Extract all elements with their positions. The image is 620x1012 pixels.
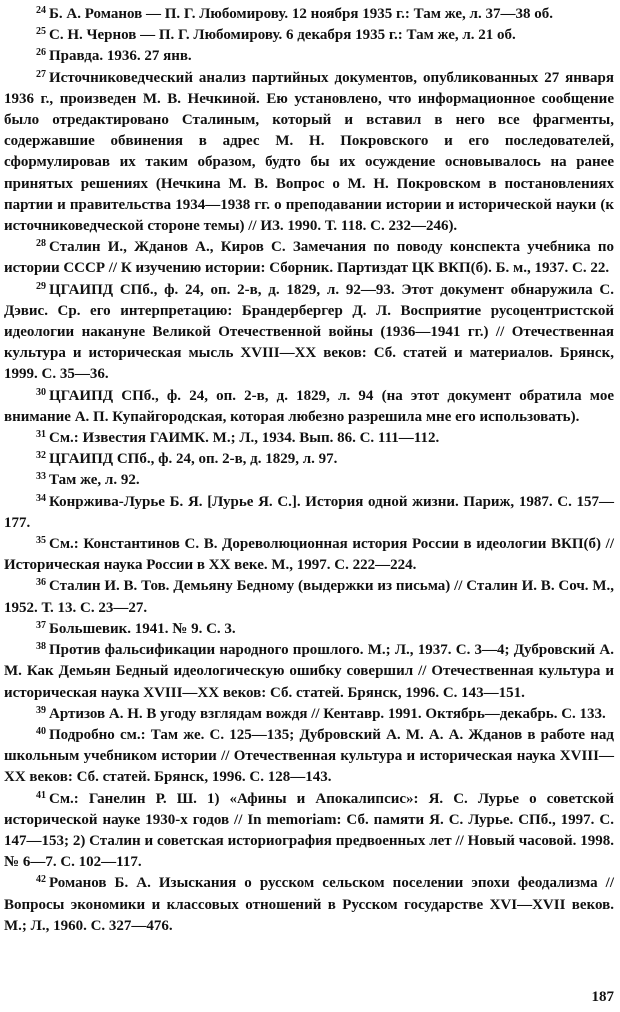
footnote-number: 33 [36,471,46,483]
footnote-number: 38 [36,641,46,653]
footnote-number: 39 [36,704,46,716]
footnote-25 [4,25,614,46]
footnote-24 [4,4,614,25]
footnote-text: Б. А. Романов — П. Г. Любомирову. 12 ноября 1935 г.: Там же, л. 37—38 об. [49,6,553,22]
footnote-27 [4,68,614,238]
footnote-text: Романов Б. А. Изыскания о русском сельском поселении эпохи феодализма // Вопросы экономики и классовых отношений в Русском государстве XVI—XVII веков. М.; Л., 1960. С. 327—476. [4,875,614,934]
footnote-number: 40 [36,725,46,737]
footnote-number: 37 [36,619,46,631]
footnote-37 [4,619,614,640]
footnote-32 [4,449,614,470]
footnote-number: 41 [36,789,46,801]
footnote-number: 24 [36,5,46,16]
footnote-text: Против фальсификации народного прошлого. М.; Л., 1937. С. 3—4; Дубровский А. М. Как Демьян Бедный идеологическую ошибку совершил // Отечественная культура и историческая наука XVIII—XX веков: Сб. статей. Брянск, 1996. С. 143—151. [4,642,614,701]
footnote-number: 42 [36,874,46,886]
footnote-29 [4,280,614,386]
footnote-text: Конржива-Лурье Б. Я. [Лурье Я. С.]. История одной жизни. Париж, 1987. С. 157—177. [4,493,614,531]
footnote-text: Сталин И. В. Тов. Демьяну Бедному (выдержки из письма) // Сталин И. В. Соч. М., 1952. Т. 13. С. 23—27. [4,578,614,616]
footnote-number: 34 [36,492,46,504]
footnote-number: 25 [36,26,46,38]
footnote-number: 30 [36,386,46,398]
footnote-40 [4,725,614,789]
footnote-text: Сталин И., Жданов А., Киров С. Замечания по поводу конспекта учебника по истории СССР // К изучению истории: Сборник. Партиздат ЦК ВКП(б). Б. м., 1937. С. 22. [4,239,614,277]
footnote-33 [4,470,614,491]
footnote-number: 28 [36,238,46,250]
footnote-34 [4,492,614,534]
footnote-text: Подробно см.: Там же. С. 125—135; Дубровский А. М. А. А. Жданов в работе над школьным учебником истории // Отечественная культура и историческая наука XVIII—XX веков: Сб. статей. Брянск, 1996. С. 128—143. [4,726,614,786]
footnote-42 [4,873,614,937]
footnotes-page [4,4,614,1004]
footnote-text: См.: Известия ГАИМК. М.; Л., 1934. Вып. 86. С. 111—112. [49,430,440,447]
footnote-39 [4,704,614,725]
footnote-31 [4,428,614,449]
footnote-36 [4,576,614,618]
footnote-number: 27 [36,68,46,80]
footnote-text: ЦГАИПД СПб., ф. 24, оп. 2-в, д. 1829, л. 94 (на этот документ обратила мое внимание А. П. Купайгородская, которая любезно разрешила мне его использовать). [4,387,614,425]
footnote-26 [4,46,614,67]
footnote-number: 31 [36,429,46,441]
footnote-41 [4,789,614,874]
footnote-text: Там же, л. 92. [49,472,140,489]
footnote-text: См.: Ганелин Р. Ш. 1) «Афины и Апокалипсис»: Я. С. Лурье о советской исторической науке 1930-х годов // In memoriam: Сб. памяти Я. С. Лурье. СПб., 1997. С. 147—153; 2) Сталин и советская историография предвоенных лет // Новый часовой. 1998. № 6—7. С. 102—117. [4,790,614,871]
footnote-number: 32 [36,450,46,462]
footnote-number: 35 [36,535,46,547]
page-number: 187 [591,989,614,1005]
footnote-number: 26 [36,47,46,59]
footnote-number: 36 [36,577,46,589]
footnote-28 [4,237,614,279]
footnote-35 [4,534,614,576]
footnote-text: См.: Константинов С. В. Дореволюционная история России в идеологии ВКП(б) // Историческая наука России в XX веке. М., 1997. С. 222—224. [4,536,614,574]
footnote-38 [4,640,614,704]
footnote-text: Источниковедческий анализ партийных документов, опубликованных 27 января 1936 г., произведен М. В. Нечкиной. Ею установлено, что информационное сообщение было отредактировано Сталиным, который и вставил в него все фрагменты, содержавшие обвинения в адрес М. Н. Покровского и его последователей, сформулировав их таким образом, будто бы их осуждение основывалось на ранее принятых решениях (Нечкина М. В. Вопрос о М. Н. Покровском в постановлениях партии и правительства 1934—1938 гг. о преподавании истории и исторической науки (к источниковедческой стороне темы) // ИЗ. 1990. Т. 118. С. 232—246). [4,69,614,235]
footnote-text: Большевик. 1941. № 9. С. 3. [49,620,236,637]
footnote-text: Правда. 1936. 27 янв. [49,48,192,65]
footnote-text: Артизов А. Н. В угоду взглядам вождя // Кентавр. 1991. Октябрь—декабрь. С. 133. [49,705,606,722]
footnote-text: ЦГАИПД СПб., ф. 24, оп. 2-в, д. 1829, л. 92—93. Этот документ обнаружила С. Дэвис. Ср. его интерпретацию: Брандербергер Д. Л. Восприятие русоцентристской идеологии накануне Великой Отечественной войны (1936—1941 гг.) // Отечественная культура и историческая мысль XVIII—XX веков: Сб. статей и материалов. Брянск, 1999. С. 35—36. [4,281,614,383]
footnote-30 [4,386,614,428]
footnote-text: С. Н. Чернов — П. Г. Любомирову. 6 декабря 1935 г.: Там же, л. 21 об. [49,27,516,44]
footnote-text: ЦГАИПД СПб., ф. 24, оп. 2-в, д. 1829, л. 97. [49,451,338,468]
footnote-number: 29 [36,280,46,292]
